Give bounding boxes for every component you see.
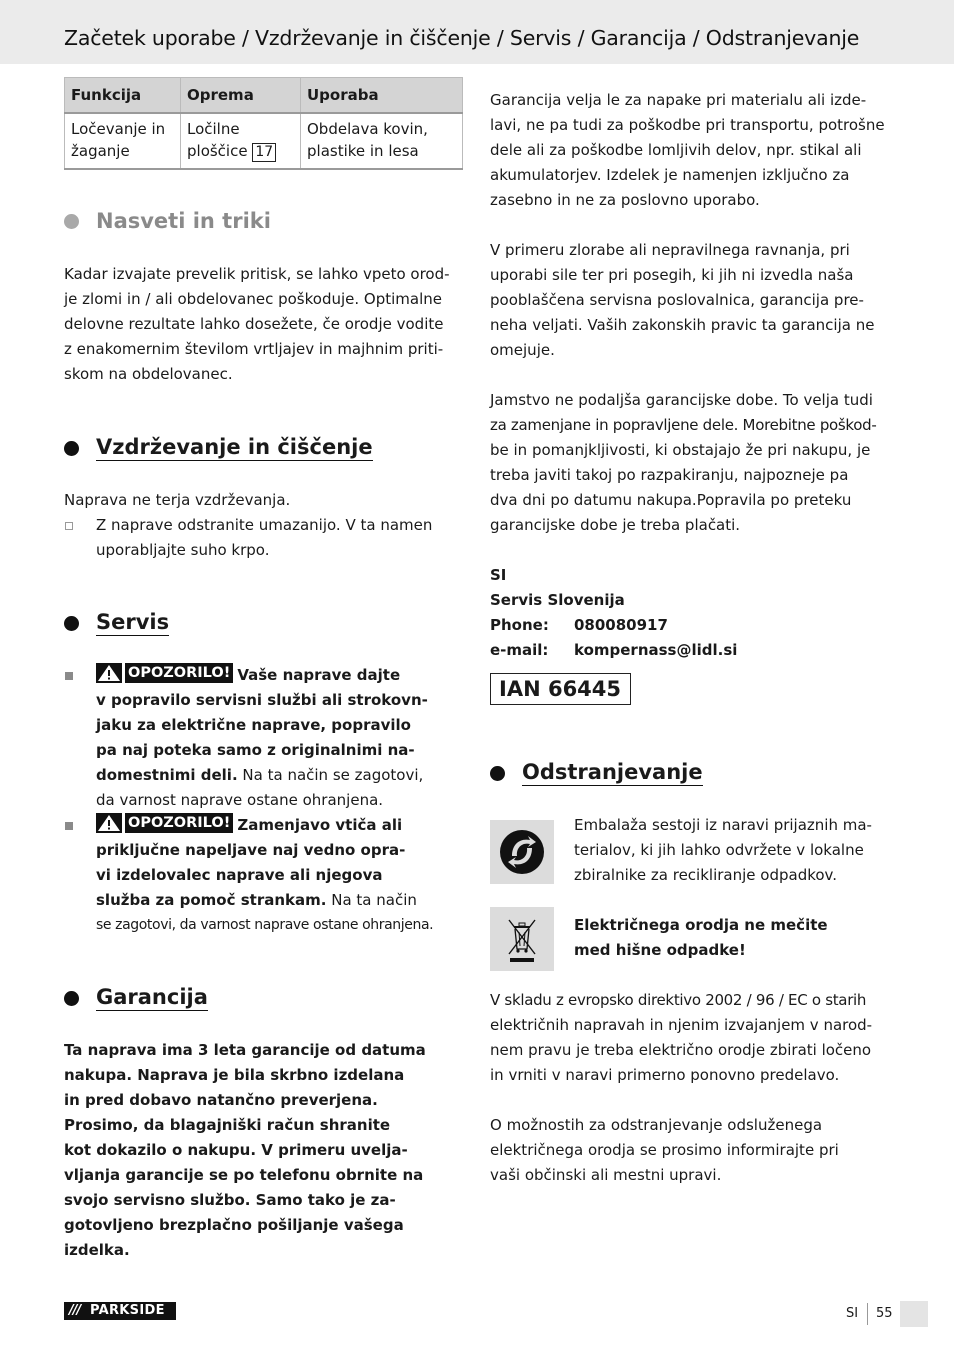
- text-line: Embalaža sestoji iz naravi prijaznih ma-: [574, 816, 872, 834]
- spacer: [490, 213, 900, 238]
- text-line: Električnega orodja ne mečite: [574, 916, 828, 934]
- text-line: električnega orodja se prosimo informirajte pri: [490, 1141, 839, 1159]
- table-cell: [301, 113, 463, 169]
- section-heading-garancija: Garancija: [64, 985, 208, 1011]
- square-bullet-icon: [65, 822, 73, 830]
- warning-sign: [96, 813, 233, 833]
- text-line: pa naj poteka samo z originalnimi na-: [96, 741, 415, 759]
- text-line: jaku za električne naprave, popravilo: [96, 716, 411, 734]
- warning-triangle-icon: [96, 813, 122, 833]
- text-line: treba javiti takoj po razpakiranju, najpozneje pa: [490, 466, 849, 484]
- page-number: 55: [876, 1306, 893, 1321]
- text-line: [96, 763, 464, 788]
- text-line: Naprava ne terja vzdrževanja.: [64, 491, 291, 509]
- text-line: električnih napravah in njenim izvajanjem v narod-: [490, 1016, 873, 1034]
- bullet-dot-icon: [64, 441, 79, 456]
- vzdrzevanje-text: [64, 488, 464, 563]
- part-number-box: 17: [252, 143, 276, 162]
- text-line: svojo servisno službo. Samo tako je za-: [64, 1191, 396, 1209]
- square-bullet-icon: [65, 672, 73, 680]
- spacer: [490, 1088, 900, 1113]
- section-heading-nasveti: Nasveti in triki: [64, 209, 271, 234]
- ian-box: IAN 66445: [490, 673, 631, 705]
- warning-label: OPOZORILO!: [125, 813, 233, 833]
- page-header: [0, 0, 954, 64]
- cell-line: plastike in lesa: [307, 142, 419, 160]
- country-code: SI: [490, 566, 507, 584]
- table-header-cell: Oprema: [181, 78, 301, 114]
- warning-sign: [96, 663, 233, 683]
- cell-line: Ločilne: [187, 120, 240, 138]
- text-line: skom na obdelovanec.: [64, 365, 233, 383]
- logo-text: PARKSIDE: [90, 1303, 165, 1318]
- text-line: V primeru zlorabe ali nepravilnega ravnanja, pri: [490, 241, 850, 259]
- text-line: V skladu z evropsko direktivo 2002 / 96 / EC o starih: [490, 991, 867, 1009]
- text-line: terialov, ki jih lahko odvržete v lokalne: [574, 841, 864, 859]
- text-line: Prosimo, da blagajniški račun shranite: [64, 1116, 391, 1134]
- text-line: v popravilo servisni službi ali strokovn-: [96, 691, 428, 709]
- recycling-icon-box: [490, 820, 554, 884]
- text-line: dele ali za poškodbe lomljivih delov, npr. stikal ali: [490, 141, 862, 159]
- text-line: O možnostih za odstranjevanje odsluženega: [490, 1116, 823, 1134]
- text-line: in pred dobavo natančno preverjena.: [64, 1091, 378, 1109]
- function-table: [64, 77, 463, 170]
- language-code: SI: [846, 1306, 859, 1321]
- nasveti-text: [64, 262, 464, 387]
- text-line: Jamstvo ne podaljša garancijske dobe. To velja tudi: [490, 391, 873, 409]
- disposal-text: [490, 988, 900, 1188]
- text-line: vljanja garancije se po telefonu obrnite na: [64, 1166, 424, 1184]
- logo-slashes: ///: [69, 1303, 81, 1318]
- text-line: se zagotovi, da varnost naprave ostane ohranjena.: [96, 917, 434, 933]
- list-item: [64, 663, 464, 813]
- text-line: Ta naprava ima 3 leta garancije od datuma: [64, 1041, 426, 1059]
- text-line: zbiralnike za recikliranje odpadkov.: [574, 866, 838, 884]
- footer-divider: [867, 1303, 868, 1325]
- phone-label: Phone:: [490, 616, 549, 634]
- list-item: [64, 513, 464, 563]
- servis-text: [64, 663, 464, 938]
- text-line: izdelka.: [64, 1241, 130, 1259]
- page-title: Začetek uporabe / Vzdrževanje in čiščenje / Servis / Garancija / Odstranjevanje: [64, 26, 860, 50]
- warning-triangle-icon: [96, 663, 122, 683]
- bold-text: Vaše naprave dajte: [237, 666, 401, 684]
- email-label: e-mail:: [490, 641, 549, 659]
- table-row: [65, 113, 463, 169]
- table-header-row: [65, 78, 463, 114]
- bold-text: domestnimi deli.: [96, 766, 238, 784]
- text-line: [96, 813, 464, 838]
- text-line: z enakomernim številom vrtljajev in majhnim priti-: [64, 340, 444, 358]
- text-line: nakupa. Naprava je bila skrbno izdelana: [64, 1066, 405, 1084]
- packaging-text: [574, 813, 894, 888]
- text-line: nem pravu je treba električno orodje zbirati ločeno: [490, 1041, 872, 1059]
- text-line: uporabi sile ter pri posegih, ki jih ni izvedla naša: [490, 266, 854, 284]
- weee-text: [574, 913, 894, 963]
- text-line: dva dni po datumu nakupa.Popravila po preteku: [490, 491, 852, 509]
- text-line: je zlomi in / ali obdelovanec poškoduje. Optimalne: [64, 290, 442, 308]
- spacer: [490, 538, 900, 563]
- cell-line: žaganje: [71, 142, 130, 160]
- table-header-cell: Funkcija: [65, 78, 181, 114]
- service-name: Servis Slovenija: [490, 591, 625, 609]
- bold-text: služba za pomoč strankam.: [96, 891, 327, 909]
- normal-text: Na ta način: [326, 891, 417, 909]
- section-heading-servis: Servis: [64, 610, 169, 636]
- phone-row: [490, 613, 900, 638]
- text-line: garancijske dobe je treba plačati.: [490, 516, 741, 534]
- bullet-dot-icon: [64, 991, 79, 1006]
- text-line: uporabljajte suho krpo.: [96, 541, 270, 559]
- text-line: lavi, ne pa tudi za poškodbe pri transportu, potrošne: [490, 116, 885, 134]
- bold-text: Zamenjavo vtiča ali: [237, 816, 403, 834]
- bullet-dot-icon: [490, 766, 505, 781]
- text-line: [96, 888, 464, 913]
- text-line: delovne rezultate lahko dosežete, če orodje vodite: [64, 315, 444, 333]
- text-line: za zamenjane in popravljene dele. Morebitne poškod-: [490, 416, 877, 434]
- text-line: omejuje.: [490, 341, 555, 359]
- text-line: Kadar izvajate prevelik pritisk, se lahko vpeto orod-: [64, 265, 450, 283]
- normal-text: Na ta način se zagotovi,: [237, 766, 424, 784]
- garancija-conditions: [490, 88, 900, 663]
- phone-number[interactable]: 080080917: [574, 616, 668, 634]
- text-line: da varnost naprave ostane ohranjena.: [96, 791, 384, 809]
- parkside-logo: [64, 1302, 176, 1320]
- text-line: in vrniti v naravi primerno ponovno predelavo.: [490, 1066, 840, 1084]
- bullet-dot-icon: [64, 616, 79, 631]
- table-cell: [181, 113, 301, 169]
- text-line: priključne napeljave naj vedno opra-: [96, 841, 406, 859]
- text-line: neha veljati. Vaših zakonskih pravic ta garancija ne: [490, 316, 875, 334]
- list-item: [64, 813, 464, 938]
- weee-icon-box: [490, 907, 554, 971]
- section-heading-vzdrzevanje: Vzdrževanje in čiščenje: [64, 435, 373, 461]
- table-header-cell: Uporaba: [301, 78, 463, 114]
- text-line: be in pomanjkljivosti, ki obstajajo že pri nakupu, je: [490, 441, 871, 459]
- text-line: Garancija velja le za napake pri materialu ali izde-: [490, 91, 867, 109]
- email-row: [490, 638, 900, 663]
- spacer: [490, 363, 900, 388]
- cell-line: Ločevanje in: [71, 120, 166, 138]
- text-line: zasebno in ne za poslovno uporabo.: [490, 191, 760, 209]
- table-cell: [65, 113, 181, 169]
- text-line: Z naprave odstranite umazanijo. V ta namen: [96, 516, 433, 534]
- warning-label: OPOZORILO!: [125, 663, 233, 683]
- text-line: gotovljeno brezplačno pošiljanje vašega: [64, 1216, 404, 1234]
- text-line: med hišne odpadke!: [574, 941, 746, 959]
- section-heading-odstranjevanje: Odstranjevanje: [490, 760, 703, 786]
- bullet-dot-icon: [64, 214, 79, 229]
- text-line: [96, 663, 464, 688]
- text-line: kot dokazilo o nakupu. V primeru uvelja-: [64, 1141, 408, 1159]
- page-tab-marker: [900, 1301, 928, 1327]
- email-address[interactable]: kompernass@lidl.si: [574, 641, 738, 659]
- green-dot-recycle-icon: [490, 820, 554, 884]
- text-line: pooblaščena servisna poslovalnica, garancija pre-: [490, 291, 864, 309]
- text-line: akumulatorjev. Izdelek je namenjen izključno za: [490, 166, 850, 184]
- checkbox-bullet-icon: [65, 522, 73, 530]
- cell-line: ploščice: [187, 142, 248, 160]
- cell-line: Obdelava kovin,: [307, 120, 428, 138]
- crossed-bin-icon: [490, 907, 554, 971]
- garancija-text: [64, 1038, 469, 1263]
- text-line: vi izdelovalec naprave ali njegova: [96, 866, 383, 884]
- text-line: vaši občinski ali mestni upravi.: [490, 1166, 722, 1184]
